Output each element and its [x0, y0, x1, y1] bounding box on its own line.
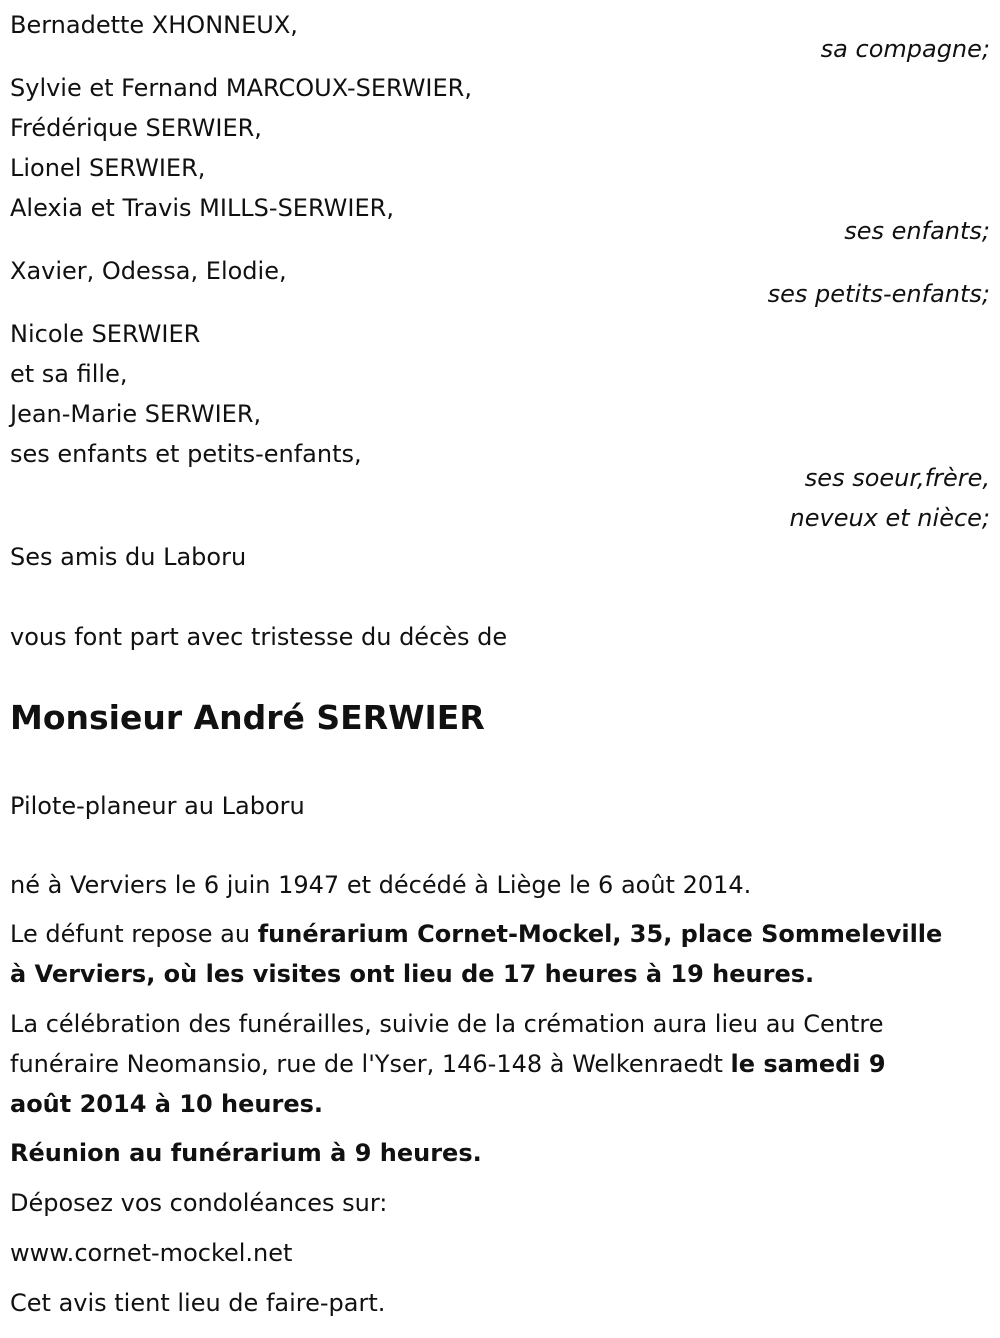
child-name: Sylvie et Fernand MARCOUX-SERWIER, [10, 74, 472, 102]
funerarium-address: funérarium Cornet-Mockel, 35, place Sommeleville [257, 920, 943, 948]
ceremony-date: le samedi 9 [730, 1050, 886, 1078]
visiting-hours: à Verviers, où les visites ont lieu de 17 heures à 19 heures. [10, 960, 815, 988]
child-name: Lionel SERWIER, [10, 154, 206, 182]
child-name: Frédérique SERWIER, [10, 114, 262, 142]
grandchildren-role: ses petits-enfants; [767, 280, 990, 308]
sibling-name: Jean-Marie SERWIER, [10, 400, 262, 428]
funerarium-prefix: Le défunt repose au [10, 920, 258, 948]
funerarium-line [10, 919, 990, 949]
condolences-link[interactable]: www.cornet-mockel.net [10, 1239, 293, 1267]
birth-death-dates: né à Verviers le 6 juin 1947 et décédé à Liège le 6 août 2014. [10, 871, 752, 899]
reunion-info: Réunion au funérarium à 9 heures. [10, 1139, 482, 1167]
ceremony-line: La célébration des funérailles, suivie de la crémation aura lieu au Centre [10, 1010, 884, 1038]
ceremony-time: août 2014 à 10 heures. [10, 1090, 324, 1118]
partner-name: Bernadette XHONNEUX, [10, 11, 298, 39]
sibling-name: Nicole SERWIER [10, 320, 201, 348]
condolences-label: Déposez vos condoléances sur: [10, 1189, 388, 1217]
partner-role: sa compagne; [820, 35, 990, 63]
closing-note: Cet avis tient lieu de faire-part. [10, 1289, 386, 1317]
sibling-name: et sa fille, [10, 360, 128, 388]
sibling-name: ses enfants et petits-enfants, [10, 440, 362, 468]
siblings-role: ses soeur,frère, [804, 464, 990, 492]
ceremony-place: funéraire Neomansio, rue de l'Yser, 146-148 à Welkenraedt [10, 1050, 731, 1078]
ceremony-line [10, 1049, 990, 1079]
friends: Ses amis du Laboru [10, 543, 247, 571]
siblings-role: neveux et nièce; [789, 504, 990, 532]
grandchildren-names: Xavier, Odessa, Elodie, [10, 257, 287, 285]
deceased-title: Pilote-planeur au Laboru [10, 792, 305, 820]
deceased-name: Monsieur André SERWIER [10, 698, 485, 737]
announcement: vous font part avec tristesse du décès de [10, 623, 508, 651]
child-name: Alexia et Travis MILLS-SERWIER, [10, 194, 394, 222]
children-role: ses enfants; [844, 217, 990, 245]
